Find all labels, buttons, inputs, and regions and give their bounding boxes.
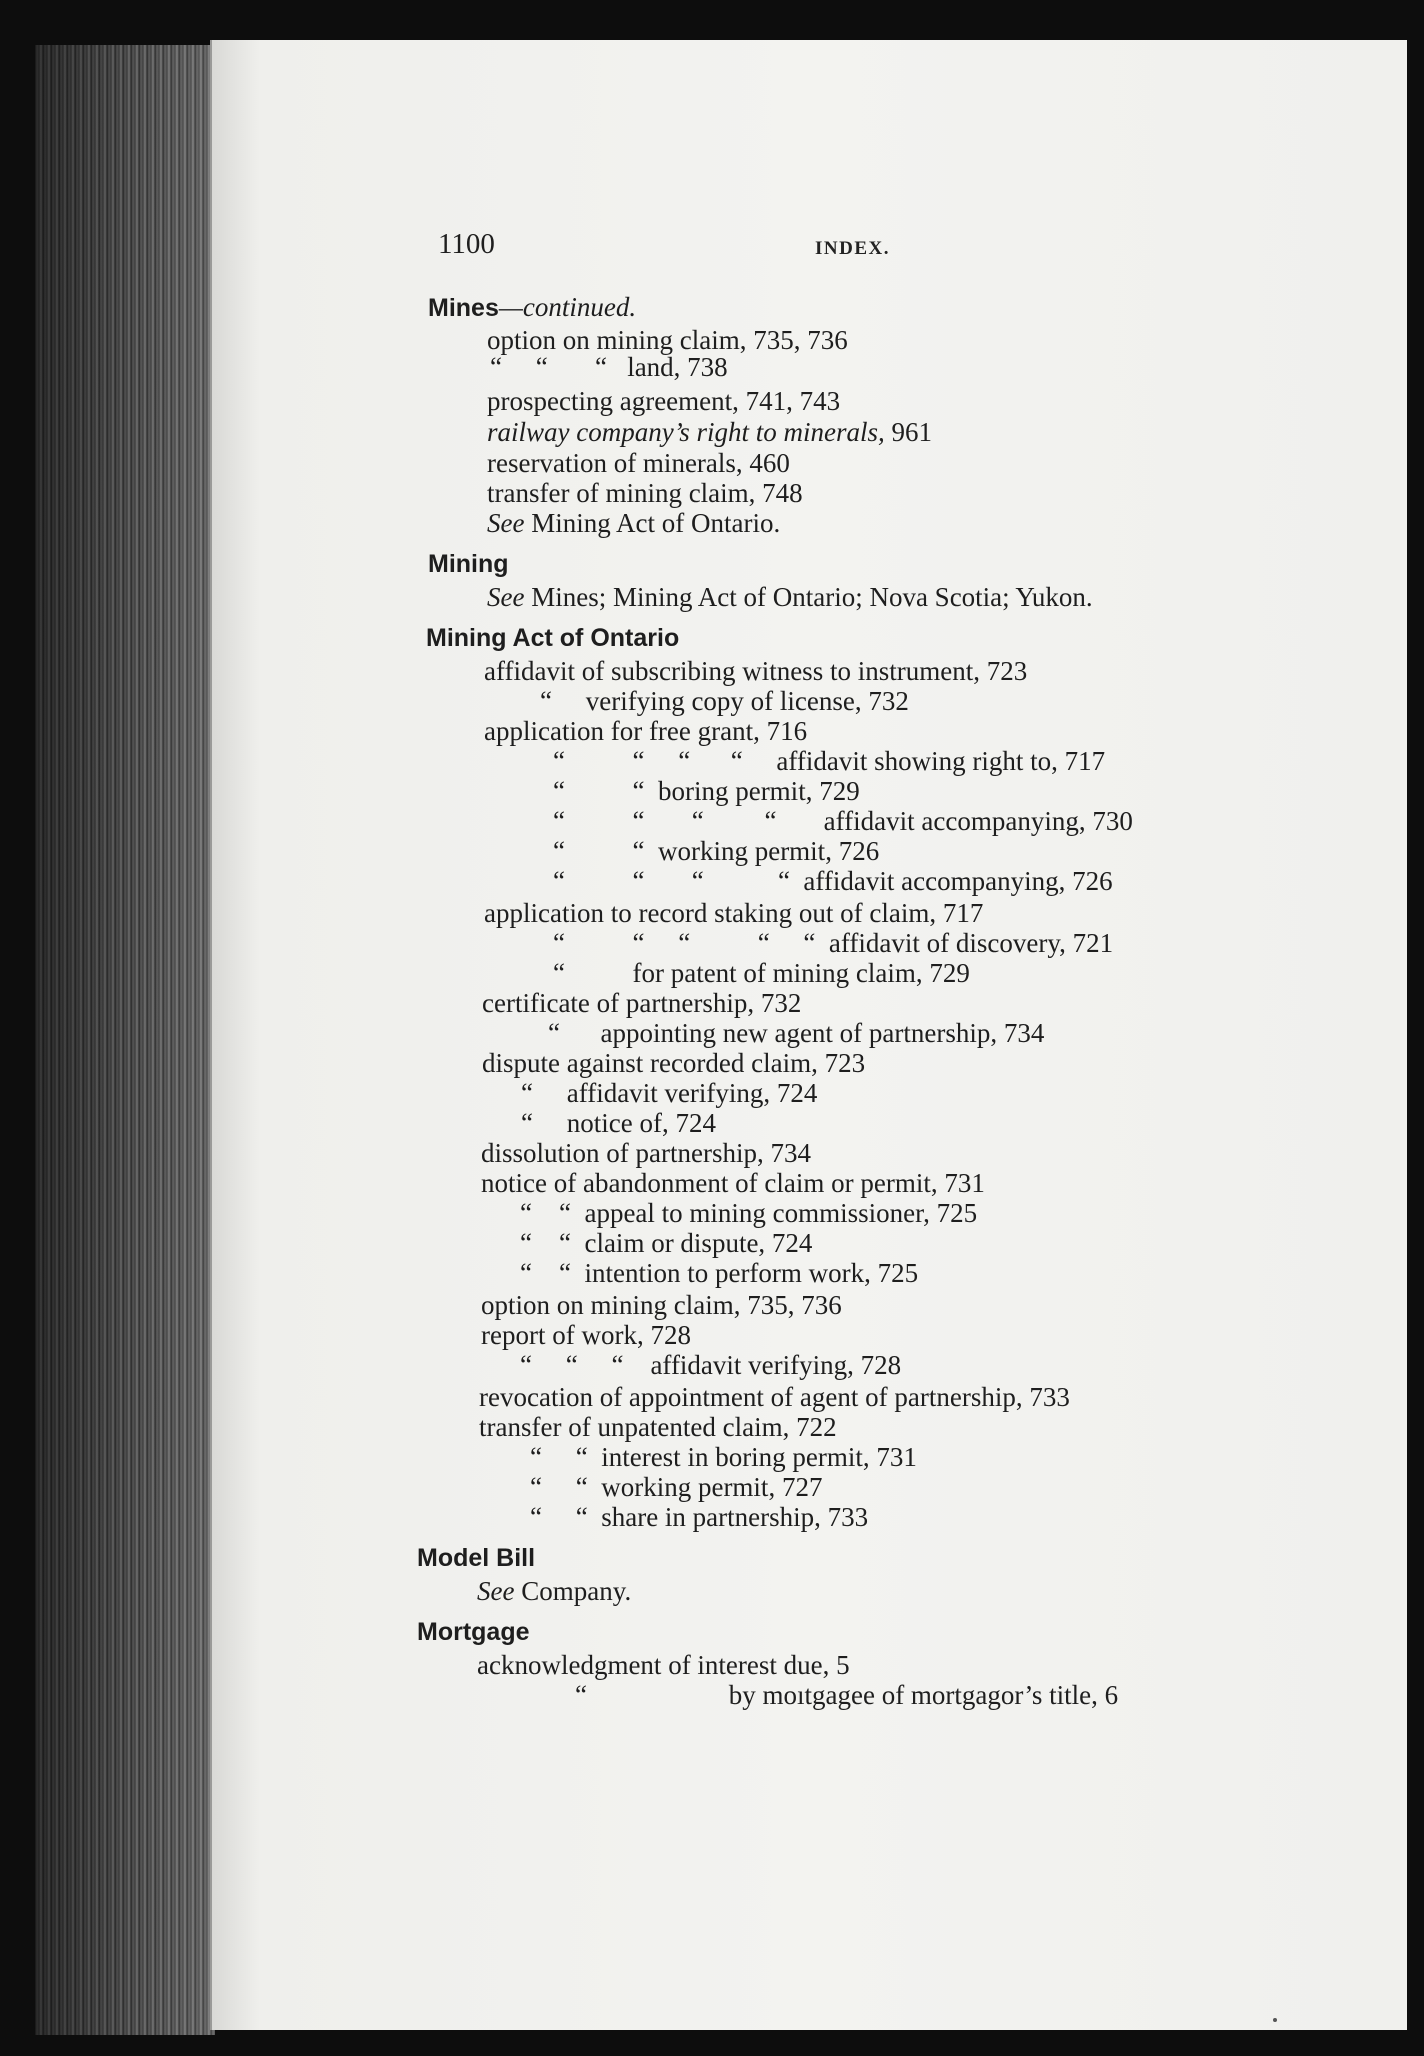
index-subentry: option on mining claim, 735, 736	[487, 325, 848, 355]
index-subentry: “ “ “ land, 738	[490, 352, 728, 382]
running-head: INDEX.	[815, 238, 890, 259]
index-subentry: “ “ “ “ affidavit showing right to, 717	[553, 746, 1106, 776]
index-subentry: “ affidavit verifying, 724	[521, 1078, 818, 1108]
see-reference: See	[477, 1576, 515, 1606]
entry-target: Company.	[514, 1576, 632, 1606]
index-subentry: “ “ “ “ affidavit accompanying, 726	[553, 866, 1113, 896]
heading-text: Mortgage	[417, 1618, 530, 1646]
index-subentry: application for free grant, 716	[484, 716, 808, 746]
index-heading	[428, 292, 636, 323]
see-reference: See	[487, 582, 525, 612]
index-subentry	[487, 508, 780, 539]
index-subentry: “ “ claim or dispute, 724	[520, 1228, 813, 1258]
heading-continued: —continued.	[498, 292, 637, 322]
book-edge-shadow	[35, 45, 215, 2035]
heading-text: Mines	[428, 294, 499, 322]
index-subentry: revocation of appointment of agent of partnership, 733	[479, 1382, 1070, 1412]
index-subentry: “ “ boring permit, 729	[553, 776, 860, 806]
index-subentry: “ “ share in partnership, 733	[530, 1502, 869, 1532]
index-subentry: application to record staking out of claim, 717	[484, 898, 984, 928]
italic-entry: railway company’s right to minerals,	[487, 417, 885, 447]
index-subentry	[487, 582, 1093, 613]
page-number: 1100	[438, 228, 495, 260]
index-subentry: transfer of mining claim, 748	[487, 478, 803, 508]
entry-target: Mining Act of Ontario.	[524, 508, 781, 538]
index-subentry: report of work, 728	[481, 1320, 691, 1350]
index-subentry: notice of abandonment of claim or permit, 731	[481, 1168, 985, 1198]
index-heading	[417, 1542, 535, 1573]
index-subentry: affidavit of subscribing witness to instrument, 723	[484, 656, 1028, 686]
see-reference: See	[487, 508, 525, 538]
index-subentry: “ “ “ affidavit verifying, 728	[520, 1350, 902, 1380]
index-subentry: transfer of unpatented claim, 722	[479, 1412, 837, 1442]
index-subentry: “ “ working permit, 726	[553, 836, 880, 866]
heading-text: Mining	[428, 550, 509, 578]
index-subentry: “ verifying copy of license, 732	[540, 686, 909, 716]
index-subentry: “ “ interest in boring permit, 731	[530, 1442, 917, 1472]
index-subentry: “ “ appeal to mining commissioner, 725	[520, 1198, 978, 1228]
index-subentry: “ “ working permit, 727	[530, 1472, 823, 1502]
index-heading	[417, 1616, 530, 1647]
index-subentry: certificate of partnership, 732	[482, 988, 802, 1018]
heading-text: Model Bill	[417, 1544, 536, 1572]
index-subentry	[477, 1576, 631, 1607]
index-subentry	[487, 417, 932, 448]
index-heading	[426, 622, 679, 653]
index-subentry: dissolution of partnership, 734	[481, 1138, 811, 1168]
index-subentry: “ by moıtgagee of mortgagor’s title, 6	[575, 1680, 1119, 1710]
index-subentry: “ “ “ “ affidavit accompanying, 730	[553, 806, 1133, 836]
index-subentry: option on mining claim, 735, 736	[481, 1290, 842, 1320]
index-heading	[428, 548, 509, 579]
index-subentry: dispute against recorded claim, 723	[482, 1048, 866, 1078]
index-subentry: “ for patent of mining claim, 729	[553, 958, 970, 988]
speck-mark	[1273, 2018, 1277, 2022]
index-subentry: “ “ “ “ “ affidavit of discovery, 721	[553, 928, 1114, 958]
index-subentry: reservation of minerals, 460	[487, 448, 790, 478]
entry-target: 961	[884, 417, 932, 447]
index-subentry: “ appointing new agent of partnership, 734	[548, 1018, 1045, 1048]
entry-target: Mines; Mining Act of Ontario; Nova Scotia; Yukon.	[524, 582, 1093, 612]
index-subentry: “ “ intention to perform work, 725	[520, 1258, 919, 1288]
index-subentry: “ notice of, 724	[521, 1108, 716, 1138]
index-subentry: prospecting agreement, 741, 743	[487, 386, 841, 416]
heading-text: Mining Act of Ontario	[426, 624, 680, 652]
index-subentry: acknowledgment of interest due, 5	[477, 1650, 850, 1680]
